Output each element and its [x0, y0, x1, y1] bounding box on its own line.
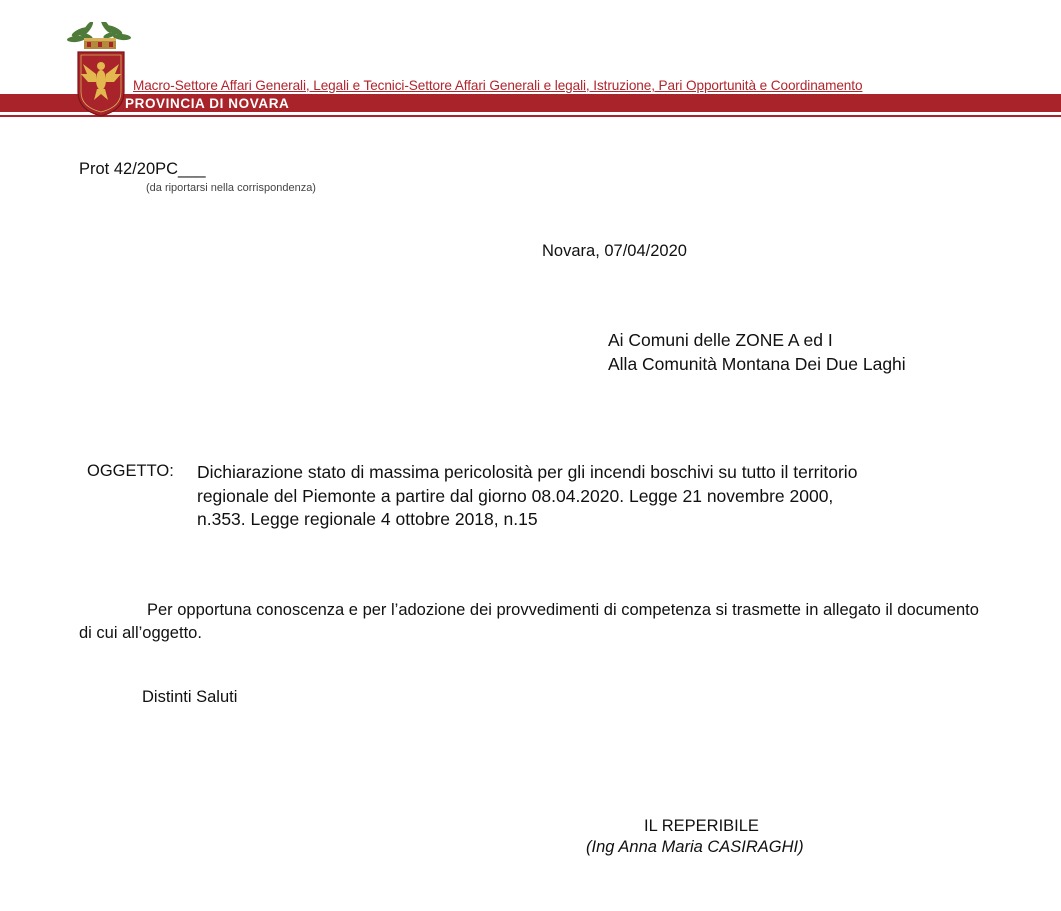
protocol-number: Prot 42/20PC___	[79, 160, 206, 178]
subject-line: n.353. Legge regionale 4 ottobre 2018, n.15	[197, 509, 538, 529]
signature-role: IL REPERIBILE	[644, 817, 759, 835]
department-name: Macro-Settore Affari Generali, Legali e Tecnici-Settore Affari Generali e legali, Istruzione, Pari Opportunità e Coordinamento	[133, 78, 863, 93]
closing: Distinti Saluti	[142, 688, 238, 706]
subject-line: regionale del Piemonte a partire dal giorno 08.04.2020. Legge 21 novembre 2000,	[197, 485, 834, 506]
body-text: Per opportuna conoscenza e per l’adozione dei provvedimenti di competenza si trasmette in allegato il documento di cui all’oggetto.	[79, 601, 979, 642]
protocol-note: (da riportarsi nella corrispondenza)	[146, 182, 316, 194]
province-name: PROVINCIA DI NOVARA	[125, 96, 290, 111]
signature-name: (Ing Anna Maria CASIRAGHI)	[586, 838, 804, 856]
subject-label: OGGETTO:	[87, 462, 174, 480]
recipient-line: Ai Comuni delle ZONE A ed I	[608, 330, 833, 350]
subject-line: Dichiarazione stato di massima pericolosità per gli incendi boschivi su tutto il territorio	[197, 462, 858, 482]
body-paragraph	[79, 599, 989, 645]
header-rule	[0, 115, 1061, 117]
place-date: Novara, 07/04/2020	[542, 242, 687, 260]
subject-text	[197, 461, 997, 532]
recipient-line: Alla Comunità Montana Dei Due Laghi	[608, 354, 906, 374]
